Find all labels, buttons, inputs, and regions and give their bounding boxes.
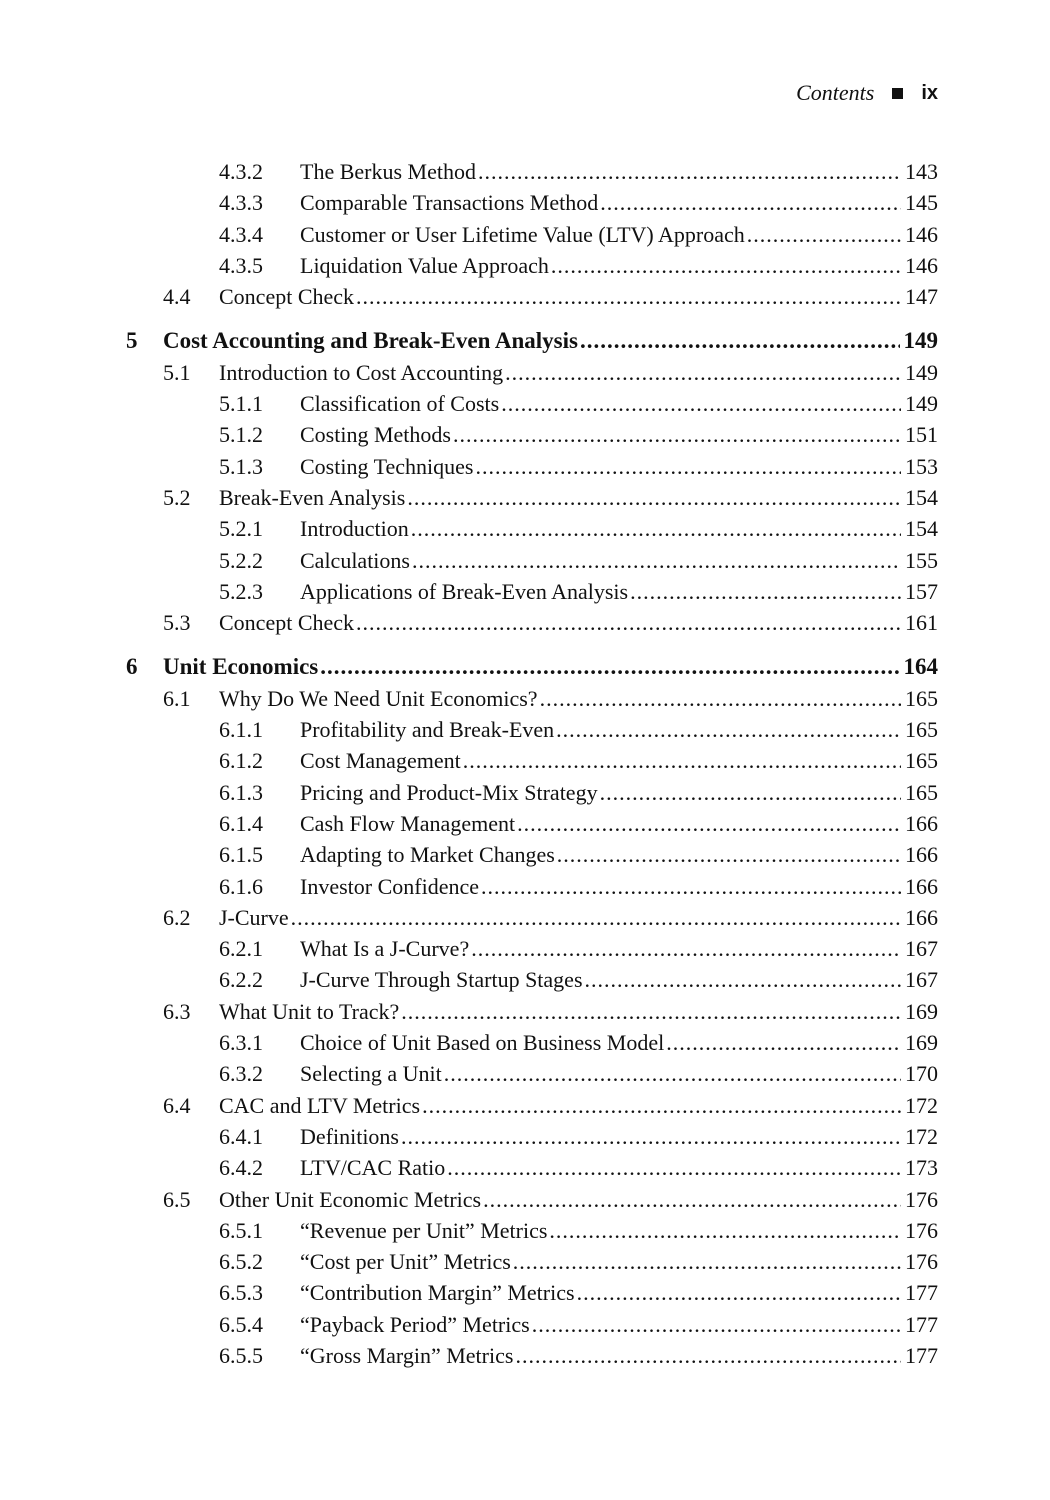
toc-subsection-entry[interactable] <box>0 933 1050 964</box>
toc-entry-title: J-Curve <box>219 904 289 930</box>
dot-leader <box>422 1090 901 1121</box>
dot-leader <box>320 651 899 682</box>
toc-entry-title: Costing Methods <box>300 422 451 448</box>
toc-entry-page: 166 <box>905 873 938 899</box>
chapter-spacer <box>0 638 1050 651</box>
dot-leader <box>747 219 901 250</box>
toc-subsection-entry[interactable] <box>0 513 1050 544</box>
toc-entry-page: 172 <box>905 1092 938 1118</box>
dot-leader <box>411 513 901 544</box>
toc-entry-title: Definitions <box>300 1123 399 1149</box>
dot-leader <box>291 902 901 933</box>
toc-entry-number: 6.4 <box>163 1092 191 1118</box>
toc-entry-page: 176 <box>905 1249 938 1275</box>
toc-entry-number: 6.2.2 <box>219 967 263 993</box>
toc-subsection-entry[interactable] <box>0 1152 1050 1183</box>
table-of-contents <box>0 156 1050 1371</box>
toc-entry-title: Customer or User Lifetime Value (LTV) Approach <box>300 221 745 247</box>
dot-leader <box>471 933 901 964</box>
toc-entry-number: 5 <box>126 328 138 354</box>
dot-leader <box>356 281 901 312</box>
toc-entry-title: LTV/CAC Ratio <box>300 1155 446 1181</box>
toc-subsection-entry[interactable] <box>0 156 1050 187</box>
toc-entry-page: 170 <box>905 1061 938 1087</box>
toc-entry-title: Break-Even Analysis <box>219 484 406 510</box>
toc-entry-title: Cost Accounting and Break-Even Analysis <box>163 328 578 354</box>
toc-subsection-entry[interactable] <box>0 388 1050 419</box>
toc-entry-page: 149 <box>903 328 938 354</box>
toc-entry-number: 6.1.2 <box>219 748 263 774</box>
toc-entry-page: 146 <box>905 221 938 247</box>
toc-entry-page: 147 <box>905 284 938 310</box>
toc-entry-page: 177 <box>905 1342 938 1368</box>
toc-entry-number: 6.3.2 <box>219 1061 263 1087</box>
toc-entry-number: 5.3 <box>163 610 191 636</box>
toc-subsection-entry[interactable] <box>0 964 1050 995</box>
dot-leader <box>532 1309 901 1340</box>
toc-section-entry[interactable] <box>0 902 1050 933</box>
toc-entry-title: Selecting a Unit <box>300 1061 442 1087</box>
toc-subsection-entry[interactable] <box>0 250 1050 281</box>
toc-entry-number: 6.1 <box>163 685 191 711</box>
toc-section-entry[interactable] <box>0 1090 1050 1121</box>
dot-leader <box>515 1340 901 1371</box>
toc-entry-number: 6.3.1 <box>219 1030 263 1056</box>
toc-subsection-entry[interactable] <box>0 187 1050 218</box>
toc-entry-page: 149 <box>905 359 938 385</box>
toc-section-entry[interactable] <box>0 996 1050 1027</box>
toc-entry-number: 5.2 <box>163 484 191 510</box>
toc-entry-number: 5.1 <box>163 359 191 385</box>
toc-entry-number: 5.1.2 <box>219 422 263 448</box>
toc-subsection-entry[interactable] <box>0 808 1050 839</box>
toc-chapter-entry[interactable] <box>0 325 1050 356</box>
chapter-spacer <box>0 312 1050 325</box>
dot-leader <box>401 996 901 1027</box>
toc-subsection-entry[interactable] <box>0 777 1050 808</box>
toc-entry-page: 166 <box>905 904 938 930</box>
toc-subsection-entry[interactable] <box>0 451 1050 482</box>
toc-entry-page: 176 <box>905 1186 938 1212</box>
toc-entry-page: 154 <box>905 484 938 510</box>
toc-entry-title: J-Curve Through Startup Stages <box>300 967 583 993</box>
toc-entry-page: 166 <box>905 842 938 868</box>
toc-entry-title: Calculations <box>300 547 410 573</box>
toc-entry-number: 5.2.2 <box>219 547 263 573</box>
toc-subsection-entry[interactable] <box>0 1027 1050 1058</box>
toc-entry-page: 146 <box>905 252 938 278</box>
toc-entry-page: 161 <box>905 610 938 636</box>
toc-entry-title: Profitability and Break-Even <box>300 717 555 743</box>
toc-entry-page: 165 <box>905 717 938 743</box>
toc-entry-number: 5.1.1 <box>219 391 263 417</box>
toc-entry-page: 165 <box>905 748 938 774</box>
toc-entry-page: 143 <box>905 159 938 184</box>
toc-entry-number: 6.5.3 <box>219 1280 263 1306</box>
dot-leader <box>463 745 901 776</box>
toc-entry-number: 6.5.5 <box>219 1342 263 1368</box>
toc-subsection-entry[interactable] <box>0 545 1050 576</box>
toc-subsection-entry[interactable] <box>0 1215 1050 1246</box>
toc-entry-title: Pricing and Product-Mix Strategy <box>300 779 598 805</box>
toc-entry-title: Introduction <box>300 516 409 542</box>
dot-leader <box>481 871 901 902</box>
toc-section-entry[interactable] <box>0 357 1050 388</box>
toc-entry-number: 6.5.4 <box>219 1311 263 1337</box>
toc-subsection-entry[interactable] <box>0 1246 1050 1277</box>
dot-leader <box>453 419 901 450</box>
toc-entry-number: 5.1.3 <box>219 453 263 479</box>
dot-leader <box>401 1121 901 1152</box>
toc-entry-title: Comparable Transactions Method <box>300 190 599 216</box>
dot-leader <box>505 357 901 388</box>
toc-entry-page: 177 <box>905 1311 938 1337</box>
toc-entry-page: 167 <box>905 936 938 962</box>
toc-section-entry[interactable] <box>0 482 1050 513</box>
toc-subsection-entry[interactable] <box>0 1058 1050 1089</box>
dot-leader <box>483 1184 901 1215</box>
toc-section-entry[interactable] <box>0 683 1050 714</box>
toc-entry-number: 6.1.3 <box>219 779 263 805</box>
toc-entry-number: 4.3.2 <box>219 159 263 184</box>
square-bullet-icon <box>892 88 903 99</box>
toc-entry-title: “Cost per Unit” Metrics <box>300 1249 511 1275</box>
toc-entry-title: “Payback Period” Metrics <box>300 1311 530 1337</box>
toc-subsection-entry[interactable] <box>0 1309 1050 1340</box>
dot-leader <box>580 325 900 356</box>
toc-entry-page: 173 <box>905 1155 938 1181</box>
toc-entry-number: 6.4.1 <box>219 1123 263 1149</box>
toc-entry-page: 167 <box>905 967 938 993</box>
toc-entry-title: “Contribution Margin” Metrics <box>300 1280 575 1306</box>
toc-entry-page: 153 <box>905 453 938 479</box>
toc-entry-page: 165 <box>905 685 938 711</box>
dot-leader <box>356 607 901 638</box>
toc-entry-page: 169 <box>905 998 938 1024</box>
toc-entry-title: Classification of Costs <box>300 391 500 417</box>
toc-entry-number: 6.1.4 <box>219 810 263 836</box>
toc-entry-page: 157 <box>905 578 938 604</box>
toc-entry-page: 154 <box>905 516 938 542</box>
toc-subsection-entry[interactable] <box>0 419 1050 450</box>
toc-entry-number: 6.3 <box>163 998 191 1024</box>
toc-entry-page: 169 <box>905 1030 938 1056</box>
dot-leader <box>478 156 901 187</box>
toc-entry-number: 4.3.3 <box>219 190 263 216</box>
toc-entry-title: The Berkus Method <box>300 159 476 184</box>
toc-entry-page: 177 <box>905 1280 938 1306</box>
toc-entry-title: Adapting to Market Changes <box>300 842 555 868</box>
toc-entry-number: 6.1.1 <box>219 717 263 743</box>
toc-subsection-entry[interactable] <box>0 745 1050 776</box>
dot-leader <box>407 482 901 513</box>
dot-leader <box>517 808 901 839</box>
dot-leader <box>540 683 901 714</box>
toc-entry-title: Liquidation Value Approach <box>300 252 549 278</box>
dot-leader <box>666 1027 901 1058</box>
toc-entry-title: “Revenue per Unit” Metrics <box>300 1217 548 1243</box>
toc-entry-page: 165 <box>905 779 938 805</box>
toc-entry-number: 6.2.1 <box>219 936 263 962</box>
toc-entry-number: 4.4 <box>163 284 191 310</box>
toc-entry-title: Choice of Unit Based on Business Model <box>300 1030 665 1056</box>
toc-entry-page: 176 <box>905 1217 938 1243</box>
toc-entry-title: What Unit to Track? <box>219 998 400 1024</box>
toc-entry-title: Unit Economics <box>163 654 319 680</box>
toc-entry-title: Applications of Break-Even Analysis <box>300 578 629 604</box>
toc-entry-number: 5.2.1 <box>219 516 263 542</box>
toc-entry-title: Cash Flow Management <box>300 810 516 836</box>
toc-entry-title: Investor Confidence <box>300 873 479 899</box>
toc-entry-number: 6.1.5 <box>219 842 263 868</box>
toc-subsection-entry[interactable] <box>0 1277 1050 1308</box>
toc-subsection-entry[interactable] <box>0 576 1050 607</box>
toc-entry-number: 6.5.2 <box>219 1249 263 1275</box>
toc-entry-title: Concept Check <box>219 610 355 636</box>
toc-subsection-entry[interactable] <box>0 1121 1050 1152</box>
dot-leader <box>549 1215 901 1246</box>
toc-entry-title: Why Do We Need Unit Economics? <box>219 685 538 711</box>
dot-leader <box>513 1246 901 1277</box>
dot-leader <box>447 1152 901 1183</box>
dot-leader <box>412 545 901 576</box>
toc-entry-page: 166 <box>905 810 938 836</box>
dot-leader <box>444 1058 901 1089</box>
toc-section-entry[interactable] <box>0 281 1050 312</box>
toc-subsection-entry[interactable] <box>0 871 1050 902</box>
toc-chapter-entry[interactable] <box>0 651 1050 682</box>
toc-entry-page: 164 <box>903 654 938 680</box>
toc-entry-number: 6.5 <box>163 1186 191 1212</box>
toc-entry-number: 6 <box>126 654 138 680</box>
toc-entry-number: 6.1.6 <box>219 873 263 899</box>
toc-subsection-entry[interactable] <box>0 839 1050 870</box>
toc-section-entry[interactable] <box>0 1184 1050 1215</box>
dot-leader <box>577 1277 901 1308</box>
toc-entry-title: Costing Techniques <box>300 453 474 479</box>
toc-entry-title: CAC and LTV Metrics <box>219 1092 421 1118</box>
page-number: ix <box>921 81 938 104</box>
toc-entry-title: Introduction to Cost Accounting <box>219 359 504 385</box>
toc-entry-number: 4.3.4 <box>219 221 263 247</box>
dot-leader <box>630 576 901 607</box>
toc-subsection-entry[interactable] <box>0 1340 1050 1371</box>
toc-entry-title: Other Unit Economic Metrics <box>219 1186 482 1212</box>
toc-entry-page: 172 <box>905 1123 938 1149</box>
toc-entry-title: What Is a J-Curve? <box>300 936 470 962</box>
dot-leader <box>557 839 901 870</box>
dot-leader <box>551 250 901 281</box>
toc-entry-page: 155 <box>905 547 938 573</box>
toc-subsection-entry[interactable] <box>0 714 1050 745</box>
toc-entry-number: 4.3.5 <box>219 252 263 278</box>
dot-leader <box>475 451 901 482</box>
dot-leader <box>600 777 901 808</box>
dot-leader <box>600 187 901 218</box>
toc-subsection-entry[interactable] <box>0 219 1050 250</box>
dot-leader <box>556 714 901 745</box>
running-header-title: Contents <box>796 80 875 105</box>
toc-entry-number: 6.4.2 <box>219 1155 263 1181</box>
dot-leader <box>501 388 901 419</box>
toc-entry-number: 6.5.1 <box>219 1217 263 1243</box>
toc-entry-number: 6.2 <box>163 904 191 930</box>
toc-entry-page: 145 <box>905 190 938 216</box>
toc-entry-title: “Gross Margin” Metrics <box>300 1342 514 1368</box>
toc-entry-page: 151 <box>905 422 938 448</box>
toc-section-entry[interactable] <box>0 607 1050 638</box>
running-header <box>796 80 938 106</box>
dot-leader <box>585 964 901 995</box>
toc-entry-page: 149 <box>905 391 938 417</box>
toc-entry-number: 5.2.3 <box>219 578 263 604</box>
toc-entry-title: Concept Check <box>219 284 355 310</box>
toc-entry-title: Cost Management <box>300 748 461 774</box>
